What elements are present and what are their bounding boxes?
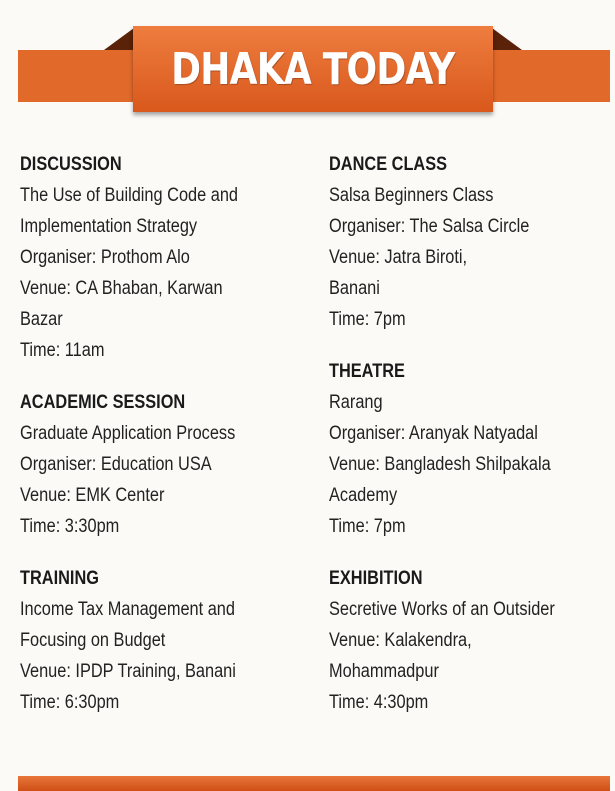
event-line: Implementation Strategy — [20, 216, 198, 237]
banner-fold-left — [104, 28, 134, 50]
event-heading: THEATRE — [329, 361, 405, 382]
event-line: Secretive Works of an Outsider — [329, 599, 555, 620]
event-line: Mohammadpur — [329, 661, 439, 682]
event-line: Time: 7pm — [329, 516, 406, 537]
event-dance-class — [329, 150, 609, 335]
event-line: The Use of Building Code and — [20, 185, 239, 206]
banner-ribbon — [133, 26, 493, 112]
event-line: Time: 6:30pm — [20, 692, 120, 713]
event-line: Organiser: Education USA — [20, 454, 212, 475]
event-line: Venue: Kalakendra, — [329, 630, 472, 651]
event-line: Graduate Application Process — [20, 423, 236, 444]
event-line: Income Tax Management and — [20, 599, 235, 620]
page-title: DHAKA TODAY — [171, 43, 455, 95]
right-column — [329, 150, 609, 740]
event-line: Banani — [329, 278, 380, 299]
event-line: Organiser: Aranyak Natyadal — [329, 423, 538, 444]
event-line: Time: 11am — [20, 340, 105, 361]
event-line: Time: 3:30pm — [20, 516, 120, 537]
event-line: Time: 7pm — [329, 309, 406, 330]
event-heading: DANCE CLASS — [329, 154, 448, 175]
event-line: Venue: IPDP Training, Banani — [20, 661, 236, 682]
event-line: Salsa Beginners Class — [329, 185, 494, 206]
banner-fold-right — [492, 28, 522, 50]
left-column — [20, 150, 310, 740]
event-heading: TRAINING — [20, 568, 99, 589]
event-line: Organiser: Prothom Alo — [20, 247, 190, 268]
event-heading: ACADEMIC SESSION — [20, 392, 186, 413]
event-heading: EXHIBITION — [329, 568, 423, 589]
event-academic-session — [20, 388, 310, 542]
event-line: Venue: EMK Center — [20, 485, 165, 506]
event-training — [20, 564, 310, 718]
event-exhibition — [329, 564, 609, 718]
event-line: Venue: CA Bhaban, Karwan — [20, 278, 223, 299]
event-line: Bazar — [20, 309, 63, 330]
event-line: Rarang — [329, 392, 383, 413]
event-theatre — [329, 357, 609, 542]
header-banner — [0, 0, 615, 130]
event-line: Focusing on Budget — [20, 630, 166, 651]
event-line: Venue: Jatra Biroti, — [329, 247, 468, 268]
event-line: Organiser: The Salsa Circle — [329, 216, 530, 237]
event-heading: DISCUSSION — [20, 154, 122, 175]
bottom-stripe — [18, 776, 610, 791]
event-line: Time: 4:30pm — [329, 692, 429, 713]
event-discussion — [20, 150, 310, 366]
event-line: Venue: Bangladesh Shilpakala — [329, 454, 551, 475]
event-line: Academy — [329, 485, 398, 506]
